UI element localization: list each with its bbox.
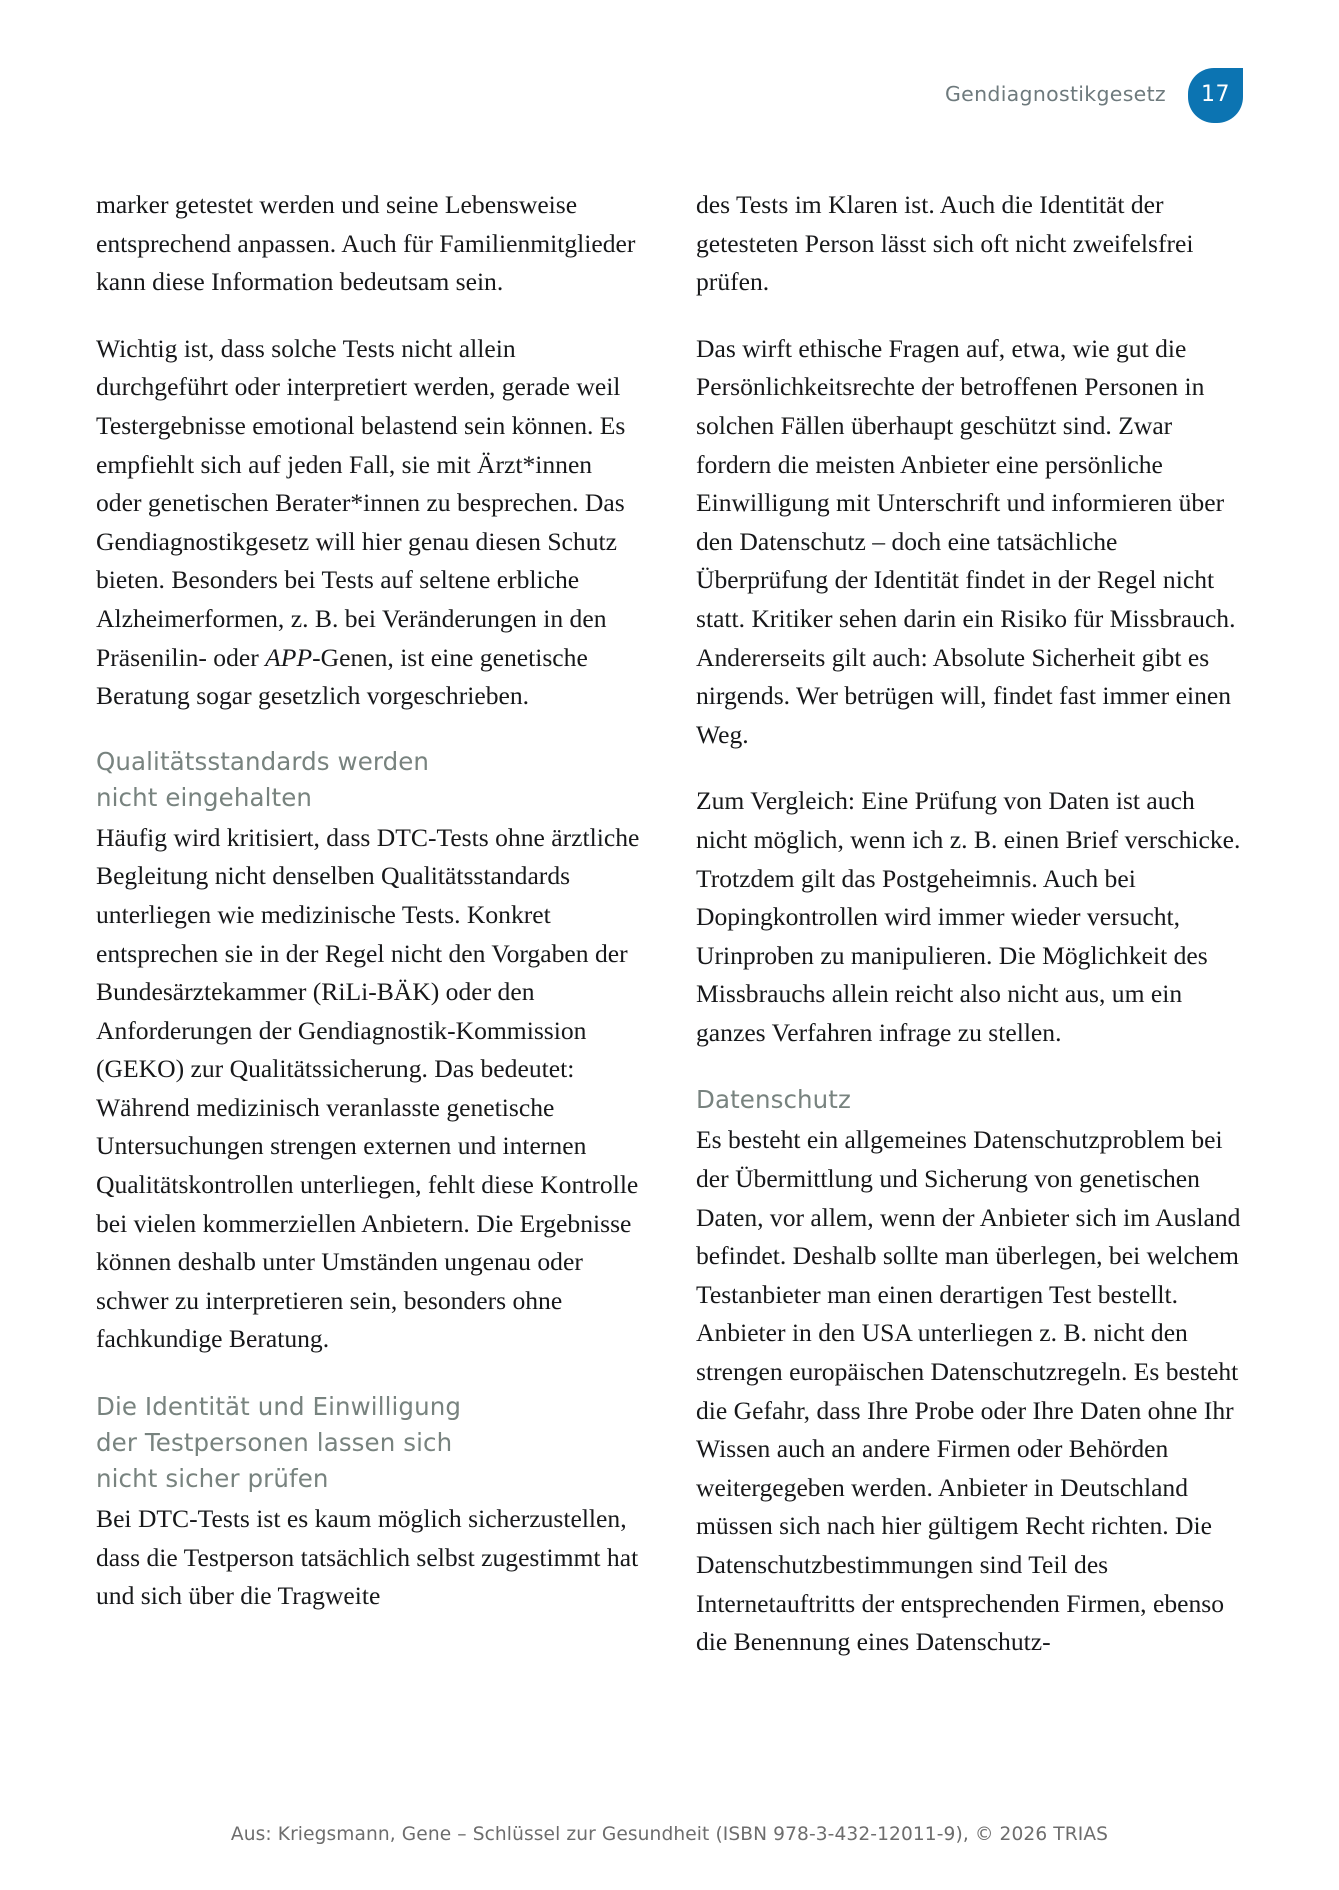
paragraph: marker getestet werden und seine Lebensweise entsprechend anpassen. Auch für Familienmitglieder kann diese Information bedeutsam sein. [96, 190, 636, 297]
paragraph: des Tests im Klaren ist. Auch die Identität der getesteten Person lässt sich oft nicht zweifelsfrei prüfen. [696, 190, 1194, 297]
paragraph: Das wirft ethische Fragen auf, etwa, wie gut die Persönlichkeitsrechte der betroffenen Personen in solchen Fällen überhaupt geschützt sind. Zwar fordern die meisten Anbieter eine persönliche Einwilligung mit Unterschrift und informieren über den Datenschutz – doch eine tatsächliche Überprüfung der Identität findet in der Regel nicht statt. Kritiker sehen darin ein Risiko für Missbrauch. Andererseits gilt auch: Absolute Sicherheit gibt es nirgends. Wer betrügen will, findet fast immer einen Weg. [696, 333, 1236, 749]
body-columns [96, 186, 1243, 1662]
section-heading-line: Qualitätsstandards werden [96, 746, 430, 776]
left-column [96, 186, 643, 1662]
section-heading-datenschutz: Datenschutz [696, 1085, 851, 1115]
section-heading-line: der Testpersonen lassen sich [96, 1428, 453, 1458]
right-column [696, 186, 1243, 1662]
section-heading-line: nicht eingehalten [96, 782, 313, 812]
paragraph: Bei DTC-Tests ist es kaum möglich sicherzustellen, dass die Testperson tatsächlich selbst zugestimmt hat und sich über die Tragweite [96, 1504, 639, 1611]
paragraph [96, 330, 643, 716]
section-heading-qualitaetsstandards [96, 744, 643, 816]
paragraph: Es besteht ein allgemeines Datenschutzproblem bei der Übermittlung und Sicherung von genetischen Daten, vor allem, wenn der Anbieter sich im Ausland befindet. Deshalb sollte man überlegen, bei welchem Testanbieter man einen derartigen Test bestellt. Anbieter in den USA unterliegen z. B. nicht den strengen europäischen Datenschutzregeln. Es besteht die Gefahr, dass Ihre Probe oder Ihre Daten ohne Ihr Wissen auch an andere Firmen oder Behörden weitergegeben werden. Anbieter in Deutschland müssen sich nach hier gültigem Recht richten. Die Datenschutzbestimmungen sind Teil des Internetauftritts der entsprechenden Firmen, ebenso die Benennung eines Datenschutz- [696, 1125, 1241, 1657]
gene-name-italic: APP [265, 642, 313, 672]
section-heading-line: nicht sicher prüfen [96, 1464, 329, 1494]
paragraph-text-part: Wichtig ist, dass solche Tests nicht allein durchgeführt oder interpretiert werden, gerade weil Testergebnisse emotional belastend sein können. Es empfiehlt sich auf jeden Fall, sie mit Ärzt*innen oder genetischen Berater*innen zu besprechen. Das Gendiagnostikgesetz will hier genau diesen Schutz bieten. Besonders bei Tests auf seltene erbliche Alzheimerformen, z. B. bei Veränderungen in den Präsenilin- oder [96, 333, 626, 672]
footer-attribution: Aus: Kriegsmann, Gene – Schlüssel zur Gesundheit (ISBN 978-3-432-12011-9), © 2026 TRIAS [230, 1824, 1109, 1845]
paragraph-text-part: -Genen, ist eine genetische Beratung sogar gesetzlich vorgeschrieben. [96, 642, 588, 711]
running-head [945, 66, 1243, 124]
page-number-badge: 17 [1188, 68, 1243, 123]
paragraph: Häufig wird kritisiert, dass DTC-Tests ohne ärztliche Begleitung nicht denselben Qualitätsstandards unterliegen wie medizinische Tests. Konkret entsprechen sie in der Regel nicht den Vorgaben der Bundesärztekammer (RiLi-BÄK) oder den Anforderungen der Gendiagnostik-Kommission (GEKO) zur Qualitätssicherung. Das bedeutet: Während medizinisch veranlasste genetische Untersuchungen strengen externen und internen Qualitätskontrollen unterliegen, fehlt diese Kontrolle bei vielen kommerziellen Anbietern. Die Ergebnisse können deshalb unter Umständen ungenau oder schwer zu interpretieren sein, besonders ohne fachkundige Beratung. [96, 822, 640, 1354]
section-heading-line: Die Identität und Einwilligung [96, 1392, 461, 1422]
running-head-title: Gendiagnostikgesetz [944, 81, 1166, 106]
section-heading-identitaet [96, 1389, 643, 1497]
paragraph: Zum Vergleich: Eine Prüfung von Daten ist auch nicht möglich, wenn ich z. B. einen Brief verschicke. Trotzdem gilt das Postgeheimnis. Auch bei Dopingkontrollen wird immer wieder versucht, Urinproben zu manipulieren. Die Möglichkeit des Missbrauchs allein reicht also nicht aus, um ein ganzes Verfahren infrage zu stellen. [696, 786, 1241, 1047]
